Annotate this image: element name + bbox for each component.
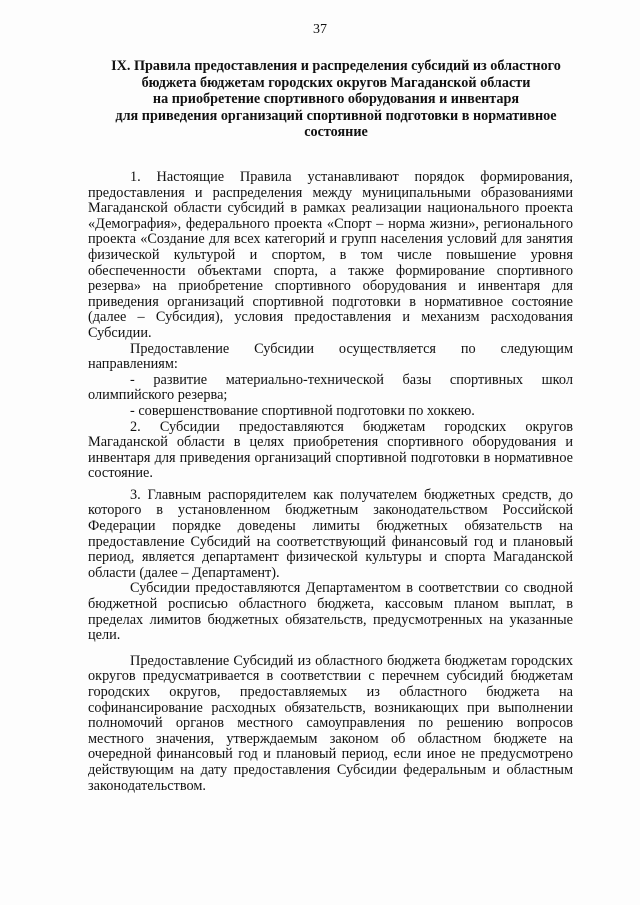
- list-item-direction: - развитие материально-технической базы спортивных школ олимпийского резерва;: [88, 371, 573, 404]
- title-line: IX. Правила предоставления и распределения субсидий из областного: [111, 58, 561, 74]
- list-item-direction: - совершенствование спортивной подготовки по хоккею.: [130, 402, 475, 419]
- paragraph-3: 3. Главным распорядителем как получателем бюджетных средств, до которого в установленном бюджетным законодательством Российской Федерации порядке доведены лимиты бюджетных обязательств на предоставление Субсидий на соответствующий финансовый год и плановый период, является департамент физической культуры и спорта Магаданской области (далее – Департамент).: [88, 486, 573, 581]
- title-line: на приобретение спортивного оборудования и инвентаря: [152, 91, 520, 108]
- paragraph-subsidies-provision: Предоставление Субсидий из областного бюджета бюджетам городских округов предусматривается в соответствии с перечнем субсидий бюджетам городских округов, предоставляемых из областного бюджета на софинансирование расходных обязательств, возникающих при выполнении полномочий органов местного самоуправления по решению вопросов местного значения, утверждаемым законом об областном бюджете на очередной финансовый год и плановый период, если иное не предусмотрено действующим на дату предоставления Субсидии федеральным и областным законодательством.: [88, 652, 573, 794]
- page-number: 37: [313, 22, 327, 37]
- paragraph-subsidies-provided: Субсидии предоставляются Департаментом в соответствии со сводной бюджетной росписью областного бюджета, кассовым планом выплат, в пределах лимитов бюджетных обязательств, предусмотренных на указанные цели.: [88, 580, 573, 644]
- title-line: состояние: [304, 124, 368, 141]
- paragraph-1: 1. Настоящие Правила устанавливают порядок формирования, предоставления и распределения между муниципальными образованиями Магаданской области субсидий в рамках реализации национального проекта «Демография», федерального проекта «Спорт – норма жизни», регионального проекта «Создание для всех категорий и групп населения условий для занятия физической культурой и спортом, в том числе повышение уровня обеспеченности объектами спорта, а также формирование спортивного резерва» на приобретение спортивного оборудования и инвентаря для приведения организаций спортивной подготовки в нормативное состояние (далее – Субсидия), условия предоставления и механизм расходования Субсидии.: [88, 169, 573, 341]
- paragraph-2: 2. Субсидии предоставляются бюджетам городских округов Магаданской области в целях приобретения спортивного оборудования и инвентаря для приведения организаций спортивной подготовки в нормативное состояние.: [88, 418, 573, 482]
- title-line: для приведения организаций спортивной подготовки в нормативное: [115, 107, 557, 124]
- section-title: [86, 58, 586, 141]
- document-body: [88, 170, 573, 794]
- title-line: бюджета бюджетам городских округов Магаданской области: [141, 74, 531, 91]
- paragraph-directions: Предоставление Субсидии осуществляется по следующим направлениям:: [88, 340, 573, 373]
